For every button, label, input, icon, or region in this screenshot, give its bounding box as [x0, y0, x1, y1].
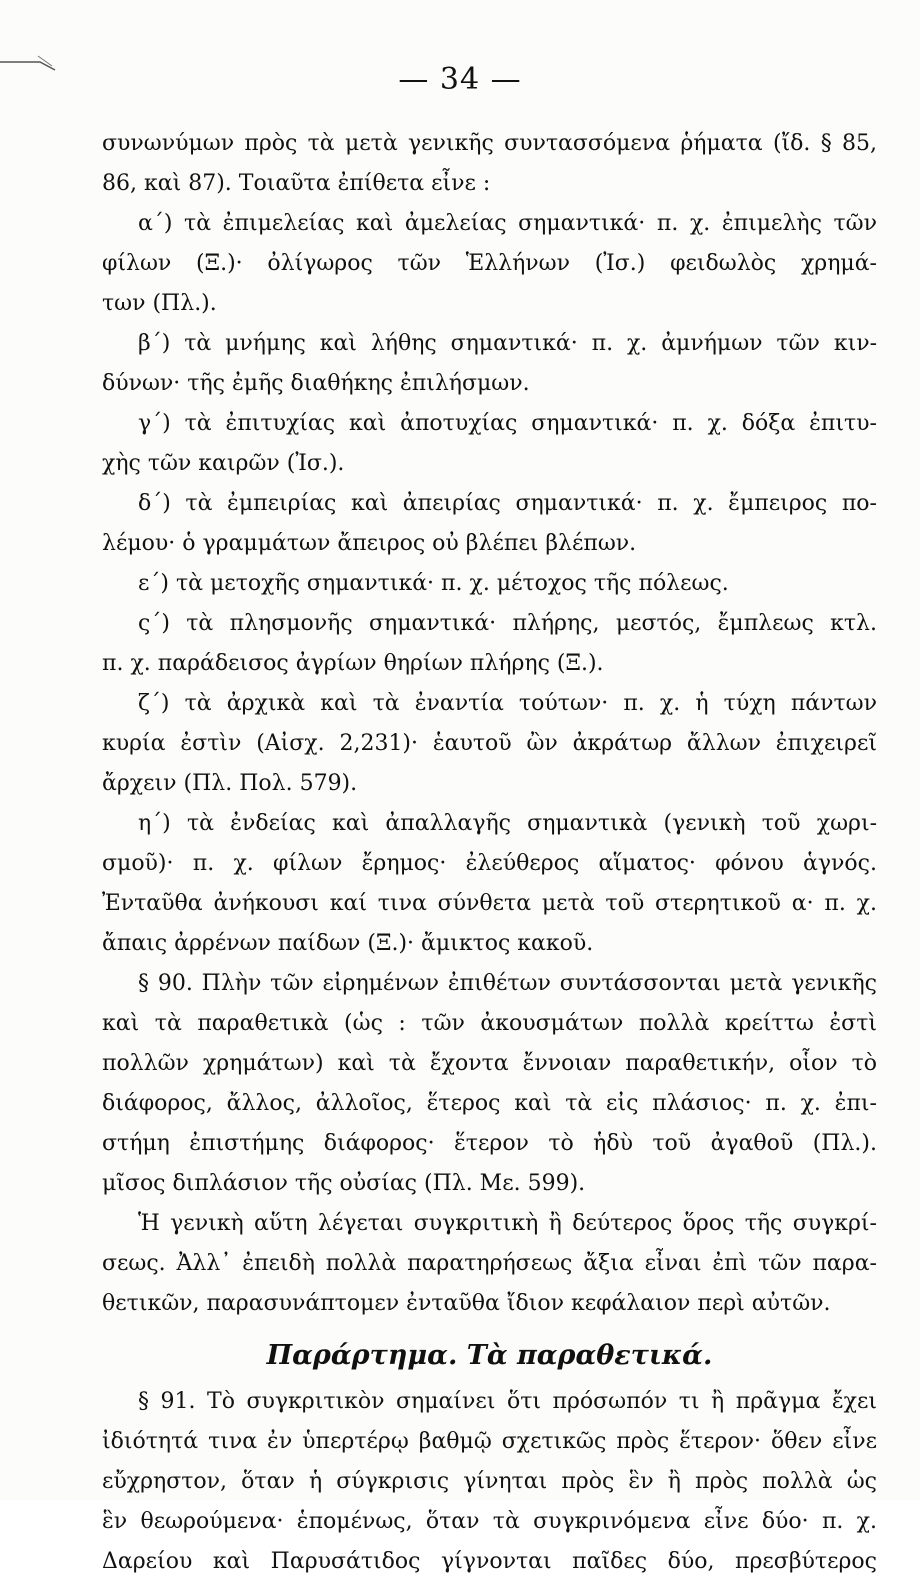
text-line: η΄) τὰ ἐνδείας καὶ ἀπαλλαγῆς σημαντικὰ (γενικὴ τοῦ χωρι-: [138, 811, 877, 836]
text-line: σεως. Ἀλλ᾽ ἐπειδὴ πολλὰ παρατηρήσεως ἄξια εἶναι ἐπὶ τῶν παρα-: [102, 1251, 877, 1276]
text-line: κυρία ἐστὶν (Αἰσχ. 2,231)· ἑαυτοῦ ὢν ἀκράτωρ ἄλλων ἐπιχειρεῖ: [102, 731, 877, 756]
text-line: ἰδιότητά τινα ἐν ὑπερτέρῳ βαθμῷ σχετικῶς πρὸς ἕτερον· ὅθεν εἶνε: [102, 1429, 877, 1454]
text-line: σμοῦ)· π. χ. φίλων ἔρημος· ἐλεύθερος αἵματος· φόνου ἁγνός.: [102, 851, 877, 876]
text-line: πολλῶν χρημάτων) καὶ τὰ ἔχοντα ἔννοιαν παραθετικήν, οἷον τὸ: [102, 1051, 877, 1076]
text-line: Ἡ γενικὴ αὕτη λέγεται συγκριτικὴ ἢ δεύτερος ὅρος τῆς συγκρί-: [138, 1211, 877, 1236]
text-line: ε΄) τὰ μετοχῆς σημαντικά· π. χ. μέτοχος τῆς πόλεως.: [138, 571, 729, 596]
text-line: Δαρείου καὶ Παρυσάτιδος γίγνονται παῖδες δύο, πρεσβύτερος: [102, 1549, 877, 1574]
text-line: α΄) τὰ ἐπιμελείας καὶ ἀμελείας σημαντικά· π. χ. ἐπιμελὴς τῶν: [138, 211, 877, 236]
text-line: θετικῶν, παρασυνάπτομεν ἐνταῦθα ἴδιον κεφάλαιον περὶ αὐτῶν.: [102, 1291, 831, 1316]
section-heading: Παράρτημα. Τὰ παραθετικά.: [266, 1340, 713, 1371]
text-line: στήμη ἐπιστήμης διάφορος· ἕτερον τὸ ἡδὺ τοῦ ἀγαθοῦ (Πλ.).: [102, 1131, 877, 1156]
text-line: ζ΄) τὰ ἀρχικὰ καὶ τὰ ἐναντία τούτων· π. χ. ἡ τύχη πάντων: [138, 691, 877, 716]
text-line: δύνων· τῆς ἐμῆς διαθήκης ἐπιλήσμων.: [102, 371, 530, 396]
text-line: γ΄) τὰ ἐπιτυχίας καὶ ἀποτυχίας σημαντικά· π. χ. δόξα ἐπιτυ-: [138, 411, 877, 436]
text-line: συνωνύμων πρὸς τὰ μετὰ γενικῆς συντασσόμενα ῥήματα (ἴδ. § 85,: [102, 131, 877, 156]
text-line: καὶ τὰ παραθετικὰ (ὡς : τῶν ἀκουσμάτων πολλὰ κρείττω ἐστὶ: [102, 1011, 877, 1036]
page-number: — 34 —: [398, 62, 522, 97]
text-line: χὴς τῶν καιρῶν (Ἰσ.).: [102, 451, 345, 476]
text-line: λέμου· ὁ γραμμάτων ἄπειρος οὐ βλέπει βλέπων.: [102, 531, 637, 556]
text-line: Ἐνταῦθα ἀνήκουσι καί τινα σύνθετα μετὰ τοῦ στερητικοῦ α· π. χ.: [102, 891, 877, 916]
text-line: δ΄) τὰ ἐμπειρίας καὶ ἀπειρίας σημαντικά· π. χ. ἔμπειρος πο-: [138, 491, 877, 516]
text-line: § 90. Πλὴν τῶν εἰρημένων ἐπιθέτων συντάσσονται μετὰ γενικῆς: [138, 971, 877, 996]
text-line: εὔχρηστον, ὅταν ἡ σύγκρισις γίνηται πρὸς ἓν ἢ πρὸς πολλὰ ὡς: [102, 1469, 877, 1494]
text-line: ς΄) τὰ πλησμονῆς σημαντικά· πλήρης, μεστός, ἔμπλεως κτλ.: [138, 611, 877, 636]
text-line: 86, καὶ 87). Τοιαῦτα ἐπίθετα εἶνε :: [102, 171, 491, 196]
text-line: π. χ. παράδεισος ἀγρίων θηρίων πλήρης (Ξ.).: [102, 651, 604, 676]
text-line: ἓν θεωρούμενα· ἑπομένως, ὅταν τὰ συγκρινόμενα εἶνε δύο· π. χ.: [102, 1509, 877, 1534]
text-line: ἄπαις ἀρρένων παίδων (Ξ.)· ἄμικτος κακοῦ.: [102, 931, 594, 956]
text-line: μῖσος διπλάσιον τῆς οὐσίας (Πλ. Με. 599).: [102, 1171, 586, 1196]
text-line: φίλων (Ξ.)· ὀλίγωρος τῶν Ἑλλήνων (Ἰσ.) φειδωλὸς χρημά-: [102, 251, 877, 276]
text-line: § 91. Τὸ συγκριτικὸν σημαίνει ὅτι πρόσωπόν τι ἢ πρᾶγμα ἔχει: [138, 1389, 877, 1414]
text-line: των (Πλ.).: [102, 291, 217, 316]
text-line: διάφορος, ἄλλος, ἀλλοῖος, ἕτερος καὶ τὰ εἰς πλάσιος· π. χ. ἐπι-: [102, 1091, 877, 1116]
text-line: β΄) τὰ μνήμης καὶ λήθης σημαντικά· π. χ. ἀμνήμων τῶν κιν-: [138, 331, 877, 356]
body-text: [102, 124, 877, 1582]
text-line: ἄρχειν (Πλ. Πολ. 579).: [102, 771, 358, 796]
